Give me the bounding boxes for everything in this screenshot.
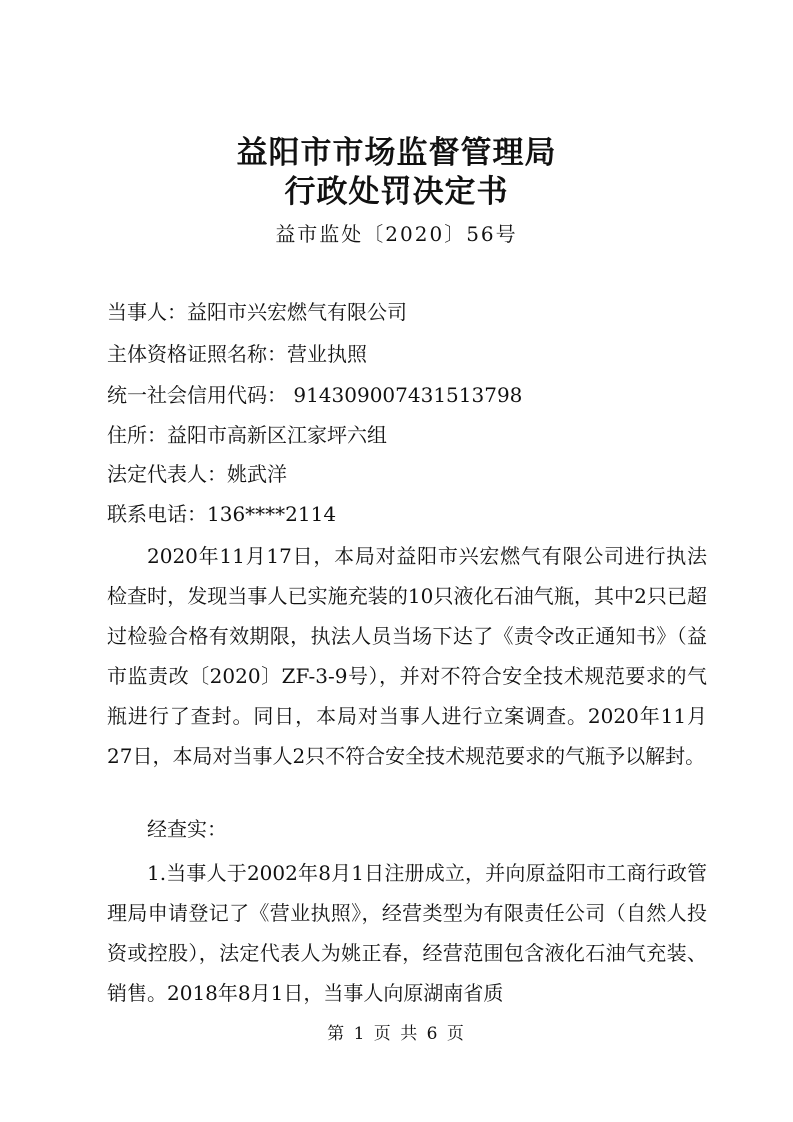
party-license-type: 主体资格证照名称：营业执照: [107, 342, 367, 366]
party-credit-code: 统一社会信用代码： 914309007431513798: [107, 383, 523, 407]
case-summary-paragraph: 2020年11月17日，本局对益阳市兴宏燃气有限公司进行执法检查时，发现当事人已实施充装的10只液化石油气瓶，其中2只已超过检验合格有效期限，执法人员当场下达了《责令改正通知书》（益市监责改〔2020〕ZF-3-9号），并对不符合安全技术规范要求的气瓶进行了查封。同日，本局对当事人进行立案调查。2020年11月27日，本局对当事人2只不符合安全技术规范要求的气瓶予以解封。: [107, 544, 707, 768]
document-title-issuer: 益阳市市场监督管理局: [236, 135, 557, 171]
party-address: 住所：益阳市高新区江家坪六组: [107, 423, 387, 447]
finding-item-1-paragraph: 1.当事人于2002年8月1日注册成立，并向原益阳市工商行政管理局申请登记了《营业执照》，经营类型为有限责任公司（自然人投资或控股），法定代表人为姚正春，经营范围包含液化石油气充装、销售。2018年8月1日，当事人向原湖南省质: [107, 861, 707, 1005]
findings-heading: 经查实：: [147, 817, 227, 841]
party-name: 当事人：益阳市兴宏燃气有限公司: [107, 300, 407, 324]
party-phone: 联系电话：136****2114: [107, 502, 337, 526]
document-title-type: 行政处罚决定书: [284, 174, 509, 210]
document-number: 益市监处〔2020〕56号: [275, 222, 518, 246]
page-number: 第 1 页 共 6 页: [327, 1024, 466, 1044]
party-legal-rep: 法定代表人：姚武洋: [107, 462, 287, 486]
